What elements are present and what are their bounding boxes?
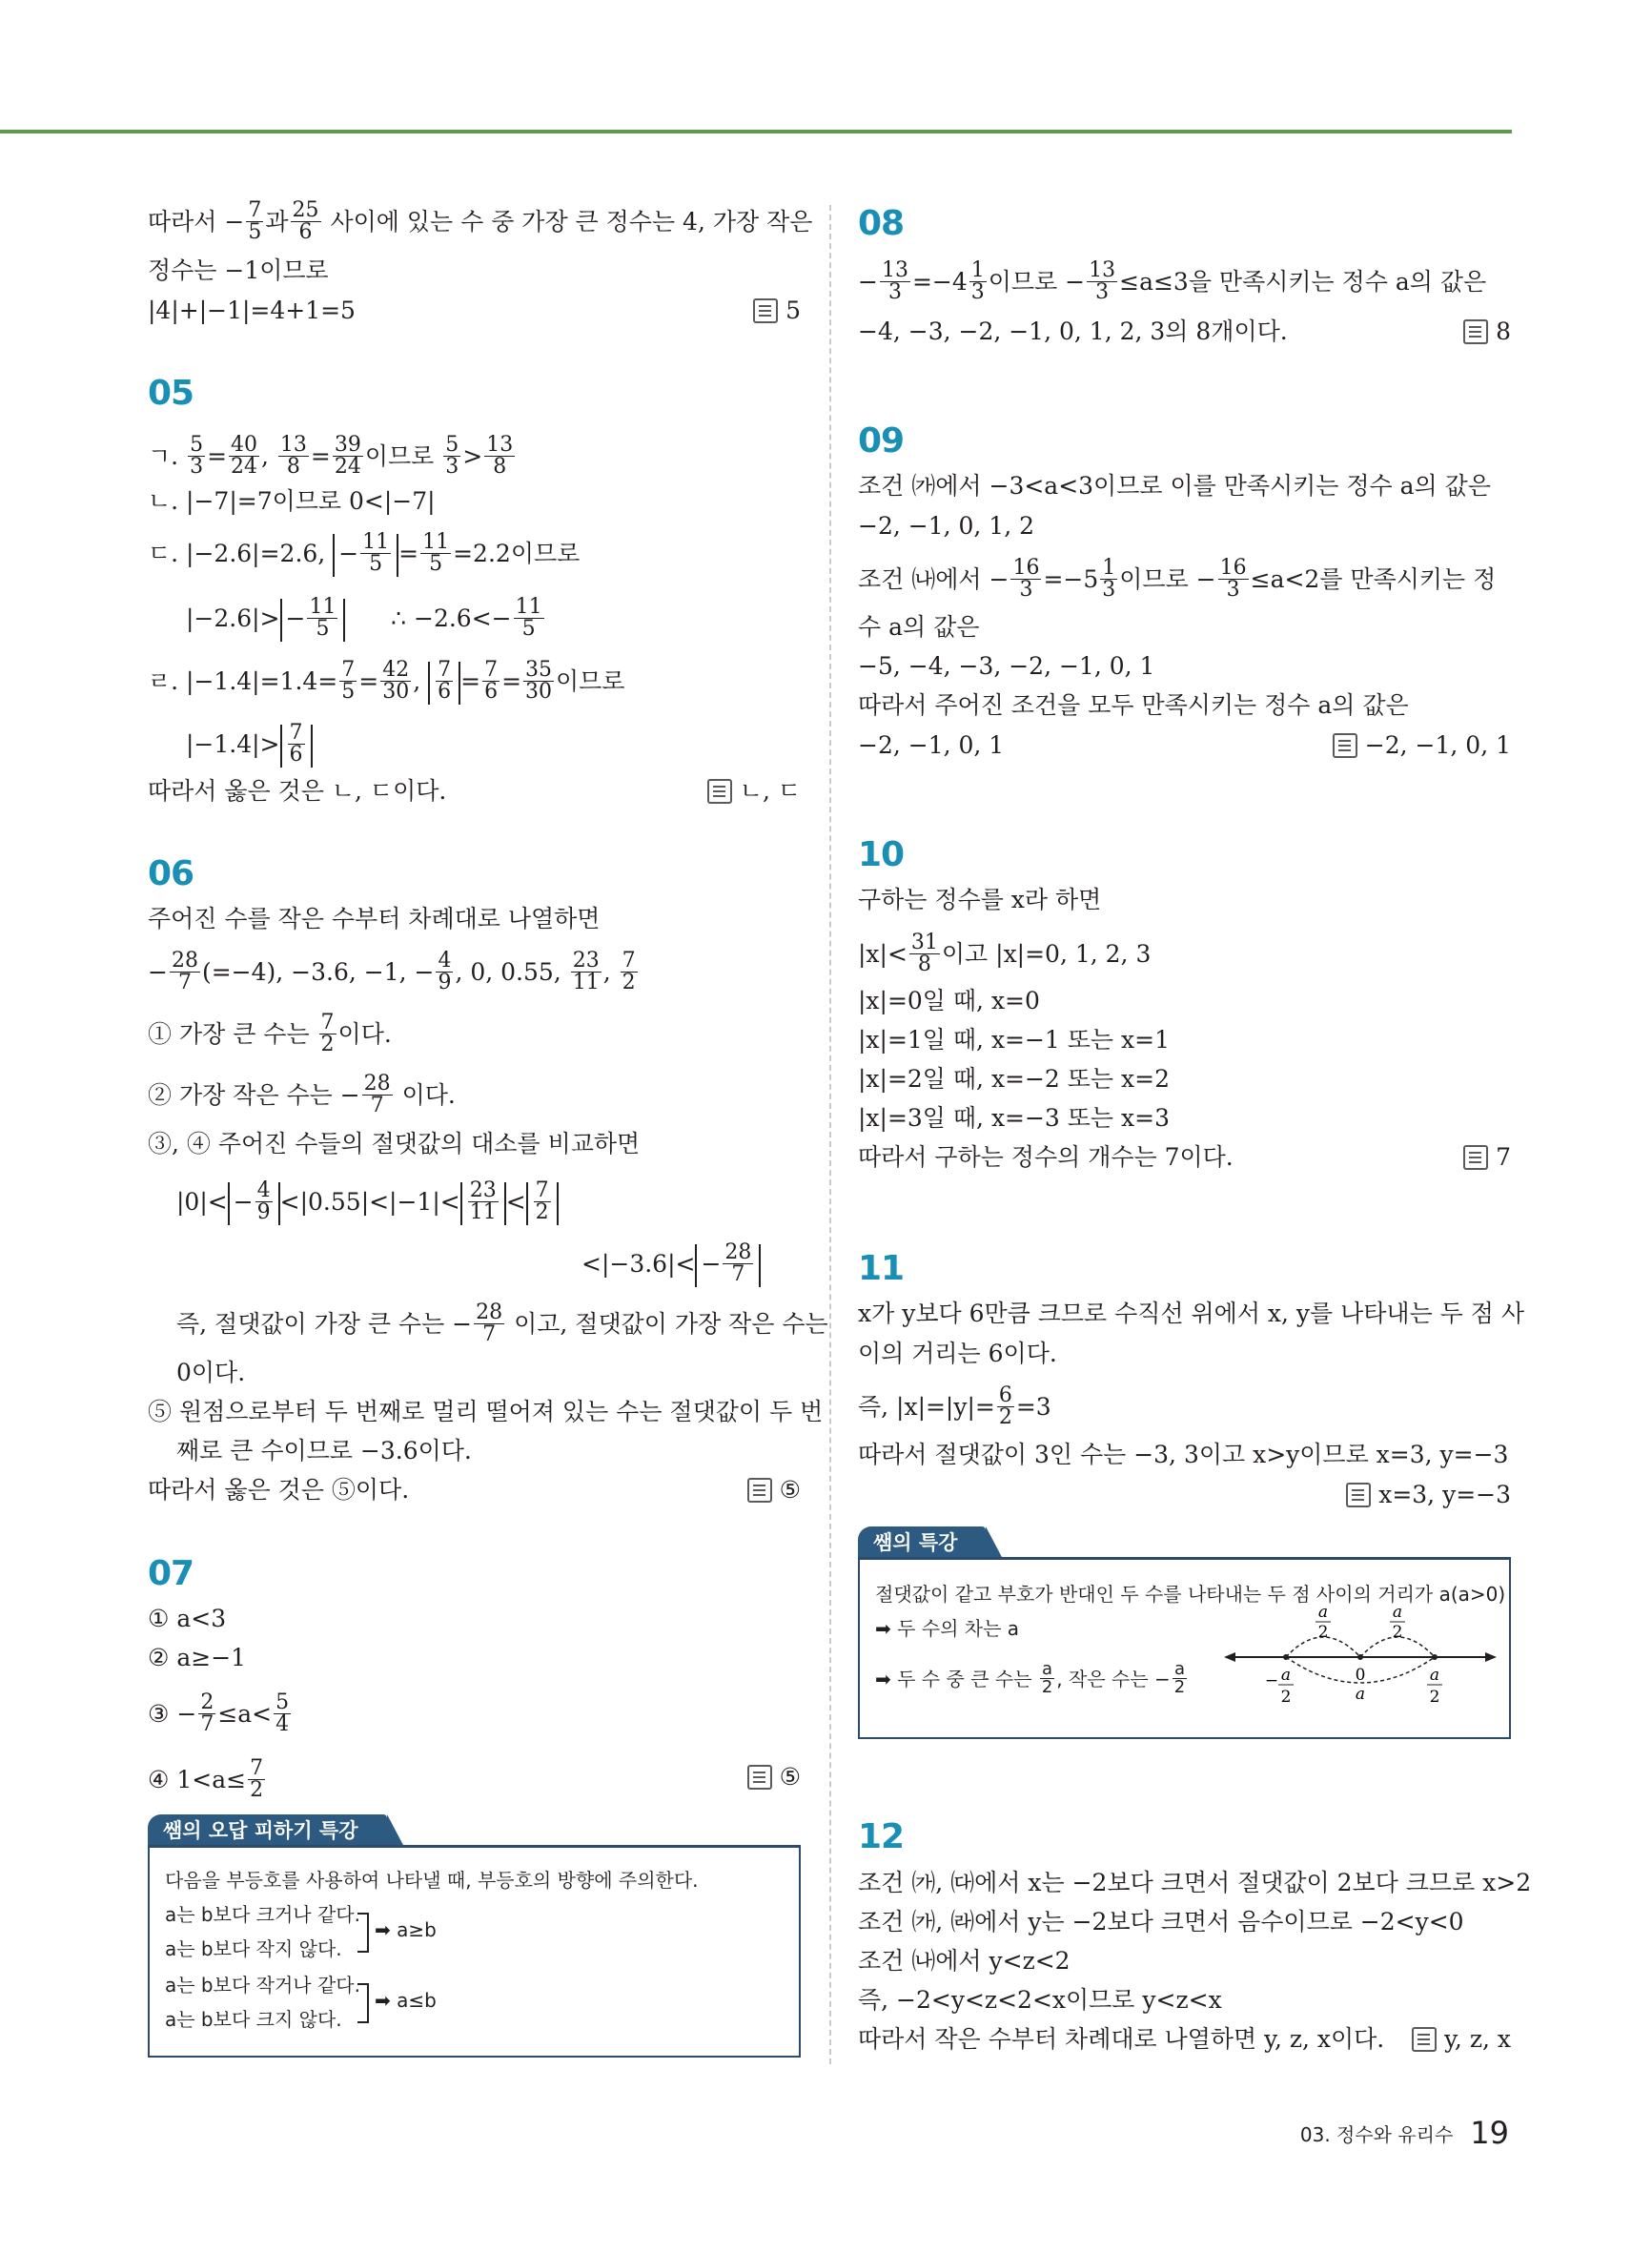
text-line: 조건 ㈏에서 y<z<2 bbox=[858, 1947, 1071, 1975]
text-line: ① a<3 bbox=[148, 1605, 227, 1632]
svg-text:a: a bbox=[1317, 1604, 1329, 1622]
svg-text:a: a bbox=[1392, 1604, 1403, 1622]
text-line: |x|=1일 때, x=−1 또는 x=1 bbox=[858, 1026, 1170, 1054]
text-line: |−1.4|> $\frac{7}{6}$ bbox=[186, 725, 313, 768]
text-line: ② 가장 작은 수는 − $\frac{28}{7}$ 이다. bbox=[148, 1072, 456, 1117]
tip-line: ➡ 두 수의 차는 a bbox=[875, 1617, 1020, 1640]
column-divider bbox=[829, 205, 831, 2064]
tip-line: a는 b보다 크거나 같다. bbox=[165, 1903, 360, 1926]
text-line: ② a≥−1 bbox=[148, 1644, 247, 1671]
text-line: |0|< − $\frac{4}{9}$ <|0.55|<|−1|< $\frac{23}{11}$ < $\frac{7}{2}$ bbox=[176, 1182, 559, 1225]
answer-note-icon bbox=[1412, 2027, 1437, 2052]
tip-line: a는 b보다 작지 않다. bbox=[165, 1937, 342, 1960]
answer: ㄴ, ㄷ bbox=[707, 774, 801, 809]
problem-number: 07 bbox=[148, 1554, 194, 1593]
text-line: ㄷ. |−2.6|=2.6, − $\frac{11}{5}$ = $\frac{11}{5}$ =2.2이므로 bbox=[148, 530, 581, 576]
answer: ⑤ bbox=[747, 1760, 801, 1794]
problem-number: 06 bbox=[148, 854, 194, 893]
text-line: 주어진 수를 작은 수부터 차례대로 나열하면 bbox=[148, 905, 601, 932]
text-line: |4|+|−1|=4+1=5 bbox=[148, 297, 356, 324]
answer: −2, −1, 0, 1 bbox=[1333, 728, 1511, 763]
problem-number: 09 bbox=[858, 421, 905, 461]
answer: 8 bbox=[1463, 315, 1511, 349]
svg-text:2: 2 bbox=[1429, 1688, 1440, 1707]
tip-box bbox=[858, 1557, 1511, 1739]
svg-text:a: a bbox=[1280, 1666, 1292, 1685]
answer: 5 bbox=[753, 294, 801, 328]
text-line: 따라서 작은 수부터 차례대로 나열하면 y, z, x이다. bbox=[858, 2025, 1385, 2053]
text-line: ⑤ 원점으로부터 두 번째로 멀리 떨어져 있는 수는 절댓값이 두 번 bbox=[148, 1398, 824, 1425]
page-footer bbox=[1300, 2115, 1509, 2151]
text-line: ㄱ. $\frac{5}{3}$ = $\frac{40}{24}$ , $\frac{13}{8}$ = $\frac{39}{24}$ 이므로 $\frac{5}{3}$ > $\frac{13}{8}$ bbox=[148, 433, 514, 479]
problem-number: 05 bbox=[148, 374, 194, 413]
fraction: $\frac{25}{6}$ bbox=[292, 198, 319, 244]
tip-box-title: 쌤의 특강 bbox=[858, 1526, 986, 1559]
answer: 7 bbox=[1463, 1140, 1511, 1175]
problem-number: 10 bbox=[858, 835, 905, 874]
answer-note-icon bbox=[747, 1478, 772, 1503]
text-line: 조건 ㈎, ㈐에서 x는 −2보다 크면서 절댓값이 2보다 크므로 x>2 bbox=[858, 1869, 1532, 1896]
answer-note-icon bbox=[1346, 1483, 1371, 1507]
text-line: 따라서 − $\frac{7}{5}$ 과 $\frac{25}{6}$ 사이에 있는 수 중 가장 큰 정수는 4, 가장 작은 bbox=[148, 198, 813, 244]
tip-line: 절댓값이 같고 부호가 반대인 두 수를 나타내는 두 점 사이의 거리가 a(a>0) bbox=[875, 1583, 1506, 1606]
text-line: 정수는 −1이므로 bbox=[148, 256, 329, 284]
answer-note-icon bbox=[1463, 1145, 1488, 1170]
text-line: |x|=2일 때, x=−2 또는 x=2 bbox=[858, 1065, 1170, 1093]
answer: y, z, x bbox=[1412, 2022, 1511, 2057]
text-line: ③ − $\frac{2}{7}$ ≤a< $\frac{5}{4}$ bbox=[148, 1690, 290, 1736]
svg-text:2: 2 bbox=[1392, 1623, 1403, 1642]
answer-note-icon bbox=[753, 298, 778, 323]
text-line: 수 a의 값은 bbox=[858, 613, 980, 641]
text-line: |x|=3일 때, x=−3 또는 x=3 bbox=[858, 1104, 1170, 1132]
text-line: ④ 1<a≤ $\frac{7}{2}$ bbox=[148, 1756, 264, 1802]
svg-text:−: − bbox=[1264, 1671, 1279, 1690]
text-line: −2, −1, 0, 1, 2 bbox=[858, 512, 1034, 540]
text-line: −5, −4, −3, −2, −1, 0, 1 bbox=[858, 652, 1155, 680]
text-line: 조건 ㈏에서 − $\frac{16}{3}$ =−5 $\frac{1}{3}$ 이므로 − $\frac{16}{3}$ ≤a<2를 만족시키는 정 bbox=[858, 556, 1497, 602]
text-line: 따라서 옳은 것은 ⑤이다. bbox=[148, 1476, 410, 1504]
text-line: ㄹ. |−1.4|=1.4= $\frac{7}{5}$ = $\frac{42}{30}$ , $\frac{7}{6}$ = $\frac{7}{6}$ = $\frac{35}{30}$ 이므로 bbox=[148, 658, 625, 704]
answer-note-icon bbox=[1463, 319, 1488, 344]
svg-text:2: 2 bbox=[1280, 1688, 1292, 1707]
chapter-title: 03. 정수와 유리수 bbox=[1299, 2122, 1454, 2146]
answer-note-icon bbox=[747, 1765, 772, 1790]
text-line: ① 가장 큰 수는 $\frac{7}{2}$ 이다. bbox=[148, 1011, 392, 1056]
answer-note-icon bbox=[707, 779, 732, 804]
problem-number: 12 bbox=[858, 1817, 905, 1856]
text-line: 즉, −2<y<z<2<x이므로 y<z<x bbox=[858, 1986, 1222, 2014]
text-line: 구하는 정수를 x라 하면 bbox=[858, 886, 1102, 913]
tip-line: ➡ 두 수 중 큰 수는 $\frac{a}{2}$ , 작은 수는 − $\frac{a}{2}$ bbox=[875, 1659, 1186, 1697]
text-line: x가 y보다 6만큼 크므로 수직선 위에서 x, y를 나타내는 두 점 사 bbox=[858, 1300, 1525, 1327]
number-line-diagram bbox=[1222, 1604, 1499, 1718]
text-line: 즉, 절댓값이 가장 큰 수는 − $\frac{28}{7}$ 이고, 절댓값이 가장 작은 수는 bbox=[176, 1301, 828, 1346]
text-line: ㄴ. |−7|=7이므로 0<|−7| bbox=[148, 487, 436, 515]
text-line: |x|=0일 때, x=0 bbox=[858, 987, 1040, 1014]
answer: x=3, y=−3 bbox=[1346, 1478, 1511, 1512]
bracket bbox=[357, 1913, 369, 1953]
text-line: 째로 큰 수이므로 −3.6이다. bbox=[176, 1437, 472, 1464]
text-line: 조건 ㈎, ㈑에서 y는 −2보다 크면서 음수이므로 −2<y<0 bbox=[858, 1908, 1464, 1936]
bracket bbox=[357, 1983, 369, 2023]
text-line: |x|< $\frac{31}{8}$ 이고 |x|=0, 1, 2, 3 bbox=[858, 931, 1152, 976]
tip-box bbox=[148, 1845, 801, 2058]
left-column bbox=[148, 0, 828, 2253]
text-line: −4, −3, −2, −1, 0, 1, 2, 3의 8개이다. bbox=[858, 317, 1288, 345]
text-line: − $\frac{13}{3}$ =−4 $\frac{1}{3}$ 이므로 − $\frac{13}{3}$ ≤a≤3을 만족시키는 정수 a의 값은 bbox=[858, 258, 1487, 304]
right-column bbox=[858, 0, 1532, 2253]
text-line: 따라서 구하는 정수의 개수는 7이다. bbox=[858, 1143, 1234, 1171]
tip-result: ➡ a≥b bbox=[375, 1918, 437, 1941]
answer-note-icon bbox=[1333, 733, 1357, 758]
tip-box-title: 쌤의 오답 피하기 특강 bbox=[148, 1814, 387, 1847]
svg-text:a: a bbox=[1355, 1685, 1366, 1704]
svg-text:a: a bbox=[1429, 1666, 1440, 1685]
tip-line: a는 b보다 작거나 같다. bbox=[165, 1974, 360, 1997]
text-line: 따라서 옳은 것은 ㄴ, ㄷ이다. bbox=[148, 777, 447, 805]
text-line: 조건 ㈎에서 −3<a<3이므로 이를 만족시키는 정수 a의 값은 bbox=[858, 472, 1491, 500]
text-line: |−2.6|> − $\frac{11}{5}$ ∴ −2.6<− $\frac{11}{5}$ bbox=[186, 595, 542, 641]
text-line: −2, −1, 0, 1 bbox=[858, 731, 1005, 759]
text-line: 즉, |x|=|y|= $\frac{6}{2}$ =3 bbox=[858, 1383, 1051, 1429]
text-line: 0이다. bbox=[176, 1359, 246, 1386]
tip-line: a는 b보다 크지 않다. bbox=[165, 2008, 342, 2031]
problem-number: 08 bbox=[858, 204, 905, 243]
svg-text:2: 2 bbox=[1317, 1623, 1329, 1642]
tip-result: ➡ a≤b bbox=[375, 1989, 437, 2012]
text-line: 따라서 주어진 조건을 모두 만족시키는 정수 a의 값은 bbox=[858, 691, 1409, 719]
answer: ⑤ bbox=[747, 1473, 801, 1507]
svg-text:0: 0 bbox=[1355, 1666, 1366, 1685]
text-line: 이의 거리는 6이다. bbox=[858, 1340, 1057, 1367]
page-number: 19 bbox=[1470, 2115, 1509, 2151]
fraction: $\frac{7}{5}$ bbox=[248, 198, 262, 244]
text-line: − $\frac{28}{7}$ (=−4), −3.6, −1, − $\frac{4}{9}$ , 0, 0.55, $\frac{23}{11}$ , $\frac{7}{2}$ bbox=[148, 949, 636, 994]
text-line: 따라서 절댓값이 3인 수는 −3, 3이고 x>y이므로 x=3, y=−3 bbox=[858, 1441, 1509, 1468]
tip-line: 다음을 부등호를 사용하여 나타낼 때, 부등호의 방향에 주의한다. bbox=[165, 1869, 699, 1892]
problem-number: 11 bbox=[858, 1249, 905, 1288]
text-line: ③, ④ 주어진 수들의 절댓값의 대소를 비교하면 bbox=[148, 1130, 641, 1157]
text-line: <|−3.6|< − $\frac{28}{7}$ bbox=[581, 1244, 761, 1287]
